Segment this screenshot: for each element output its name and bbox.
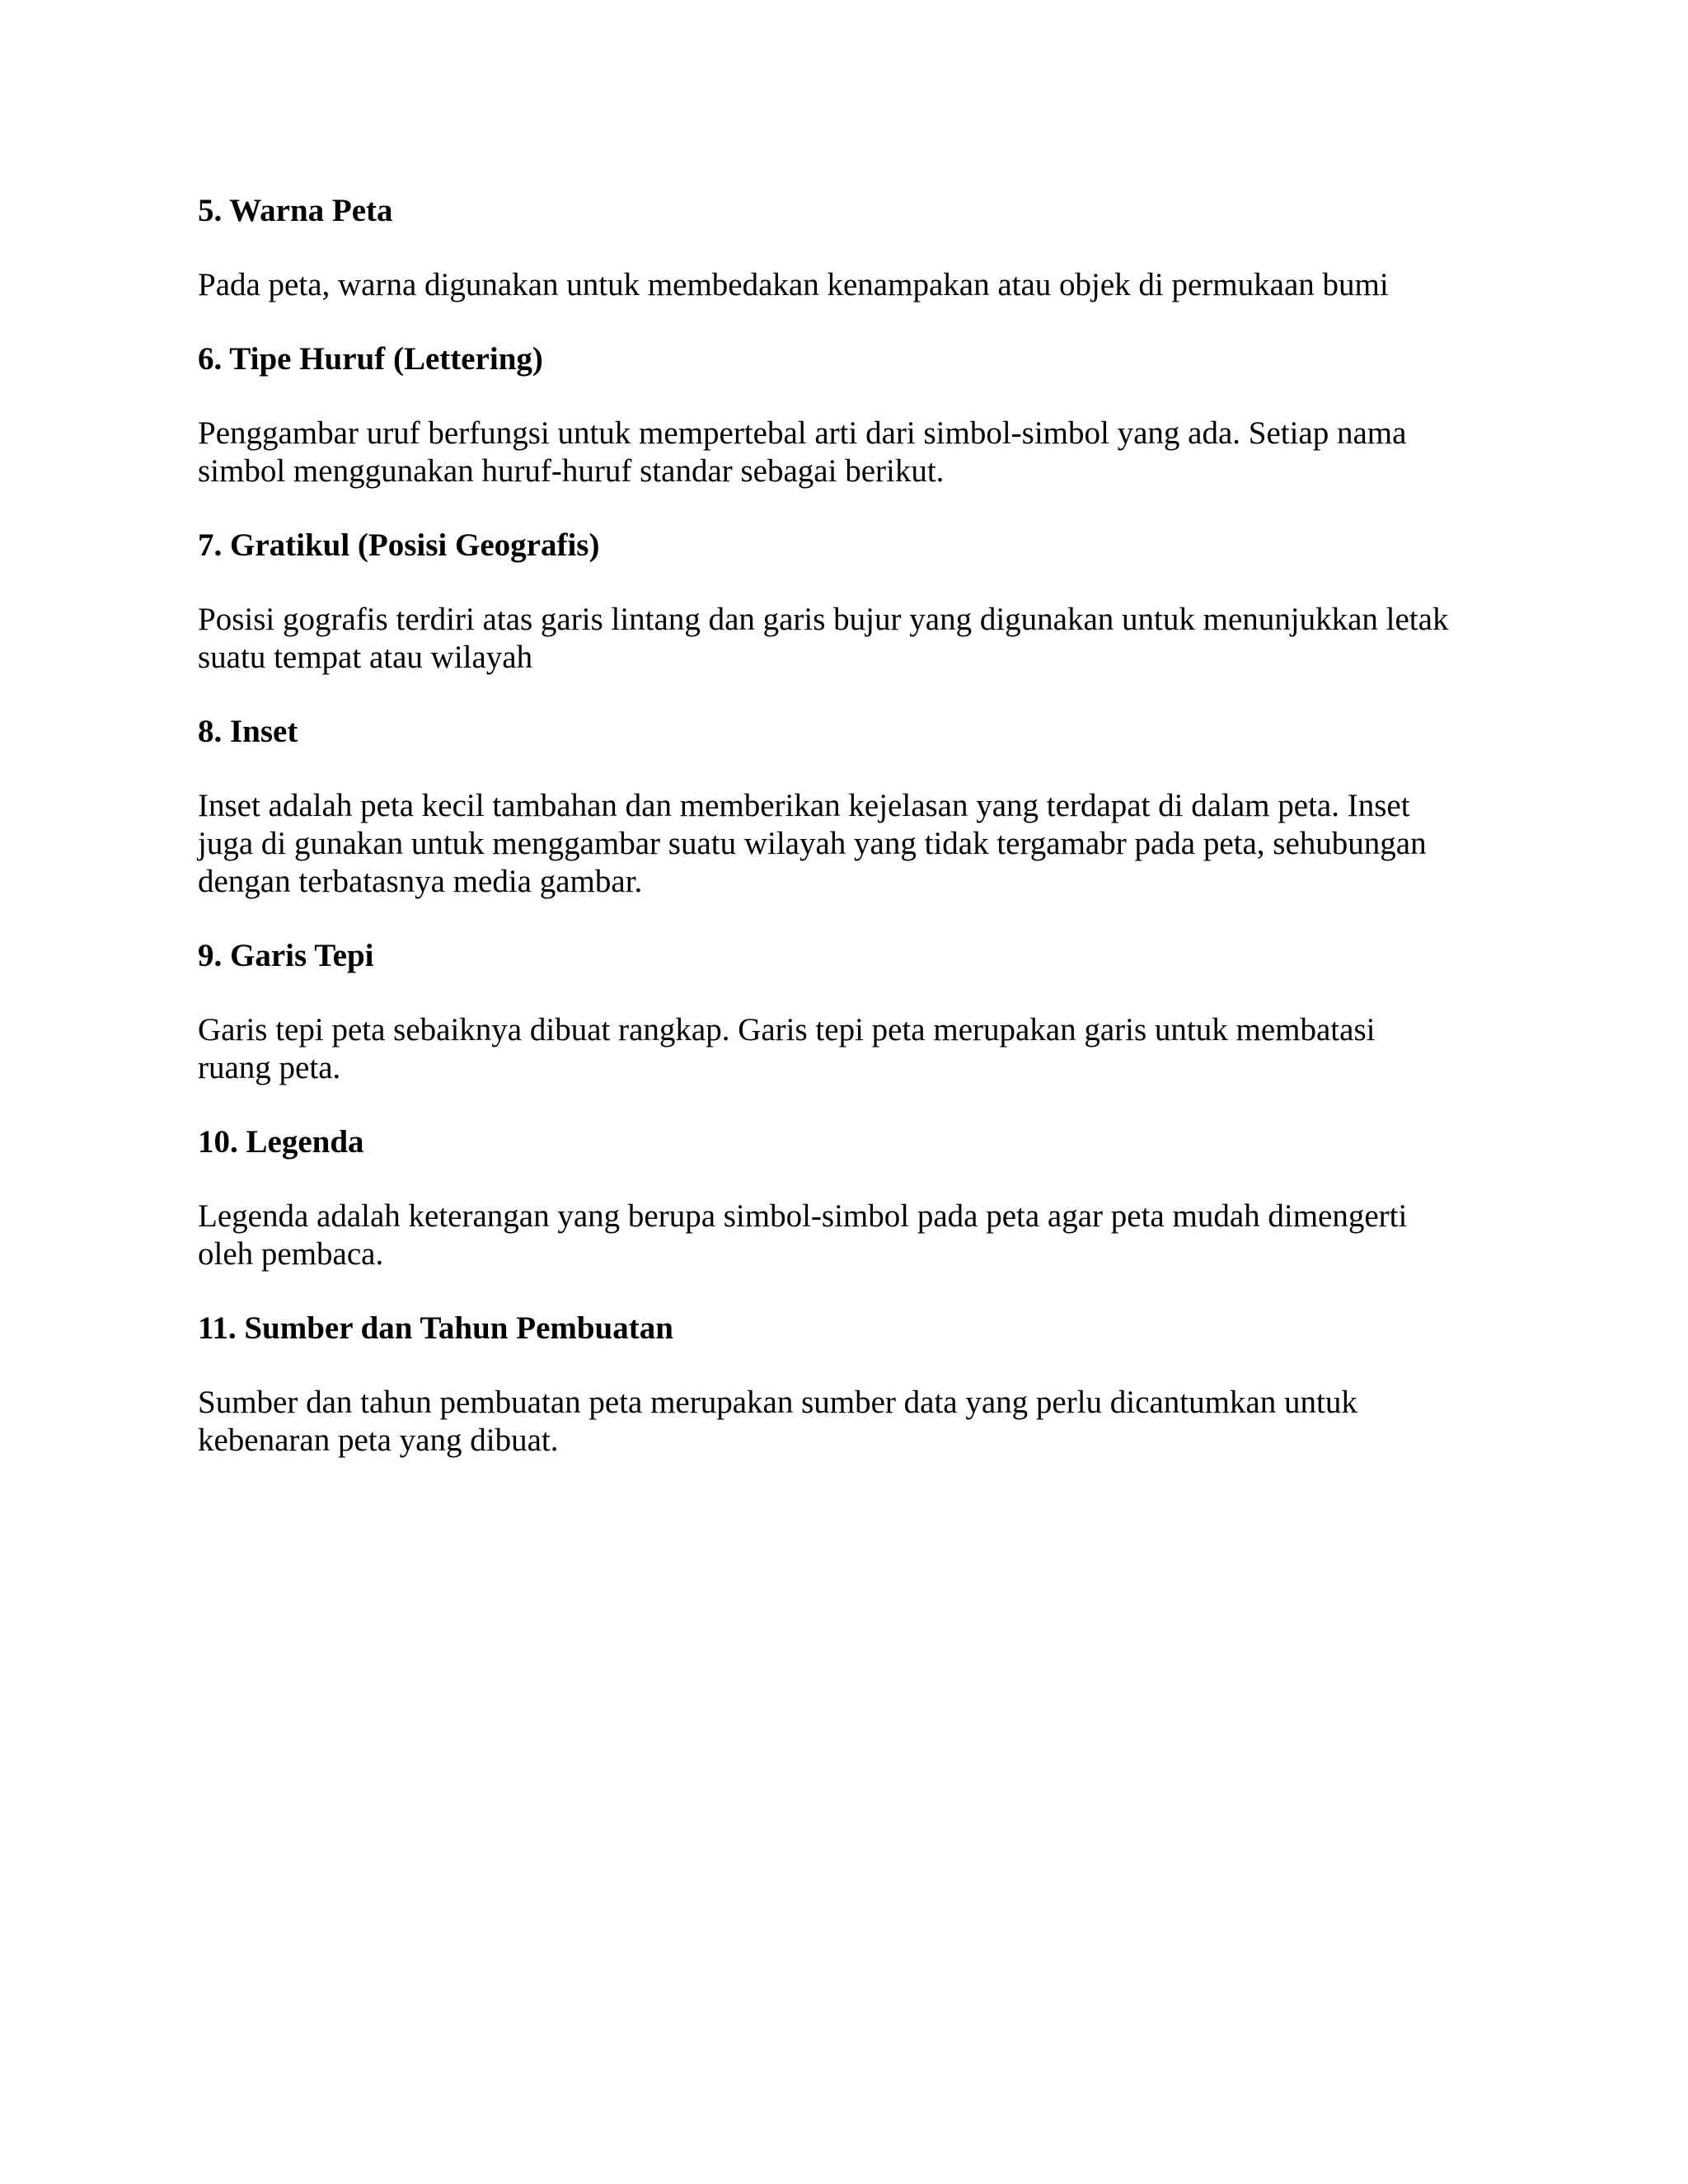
section-body — [198, 601, 1500, 677]
body-line: Sumber dan tahun pembuatan peta merupakan sumber data yang perlu dicantumkan untuk — [198, 1385, 1357, 1420]
section-heading: 10. Legenda — [198, 1124, 364, 1160]
section-body — [198, 787, 1500, 901]
body-line: dengan terbatasnya media gambar. — [198, 864, 643, 899]
body-line: oleh pembaca. — [198, 1236, 384, 1272]
body-line: juga di gunakan untuk menggambar suatu wilayah yang tidak tergamabr pada peta, sehubungan — [198, 826, 1427, 861]
section-body — [198, 415, 1500, 490]
section-garis-tepi — [198, 936, 1500, 1087]
body-line: Posisi gografis terdiri atas garis lintang dan garis bujur yang digunakan untuk menunjukkan letak — [198, 602, 1449, 637]
section-heading: 9. Garis Tepi — [198, 938, 374, 973]
section-body — [198, 1011, 1500, 1087]
body-line: Pada peta, warna digunakan untuk membedakan kenampakan atau objek di permukaan bumi — [198, 267, 1389, 302]
section-body — [198, 266, 1500, 304]
body-line: Penggambar uruf berfungsi untuk mempertebal arti dari simbol-simbol yang ada. Setiap nama — [198, 415, 1407, 451]
body-line: simbol menggunakan huruf-huruf standar sebagai berikut. — [198, 453, 945, 489]
body-line: Legenda adalah keterangan yang berupa simbol-simbol pada peta agar peta mudah dimengerti — [198, 1198, 1408, 1234]
section-warna-peta — [198, 191, 1500, 304]
section-heading: 7. Gratikul (Posisi Geografis) — [198, 527, 600, 563]
section-legenda — [198, 1122, 1500, 1273]
section-heading: 11. Sumber dan Tahun Pembuatan — [198, 1310, 673, 1346]
section-sumber-tahun — [198, 1309, 1500, 1460]
body-line: ruang peta. — [198, 1050, 341, 1085]
section-heading: 5. Warna Peta — [198, 193, 393, 228]
section-tipe-huruf — [198, 340, 1500, 490]
body-line: kebenaran peta yang dibuat. — [198, 1422, 559, 1458]
body-line: suatu tempat atau wilayah — [198, 640, 533, 675]
section-gratikul — [198, 526, 1500, 677]
body-line: Inset adalah peta kecil tambahan dan memberikan kejelasan yang terdapat di dalam peta. Inset — [198, 788, 1410, 823]
section-inset — [198, 712, 1500, 901]
section-heading: 6. Tipe Huruf (Lettering) — [198, 341, 543, 377]
body-line: Garis tepi peta sebaiknya dibuat rangkap. Garis tepi peta merupakan garis untuk membatasi — [198, 1012, 1376, 1047]
section-heading: 8. Inset — [198, 714, 298, 749]
section-body — [198, 1197, 1500, 1273]
document-page — [198, 191, 1500, 1495]
section-body — [198, 1384, 1500, 1460]
